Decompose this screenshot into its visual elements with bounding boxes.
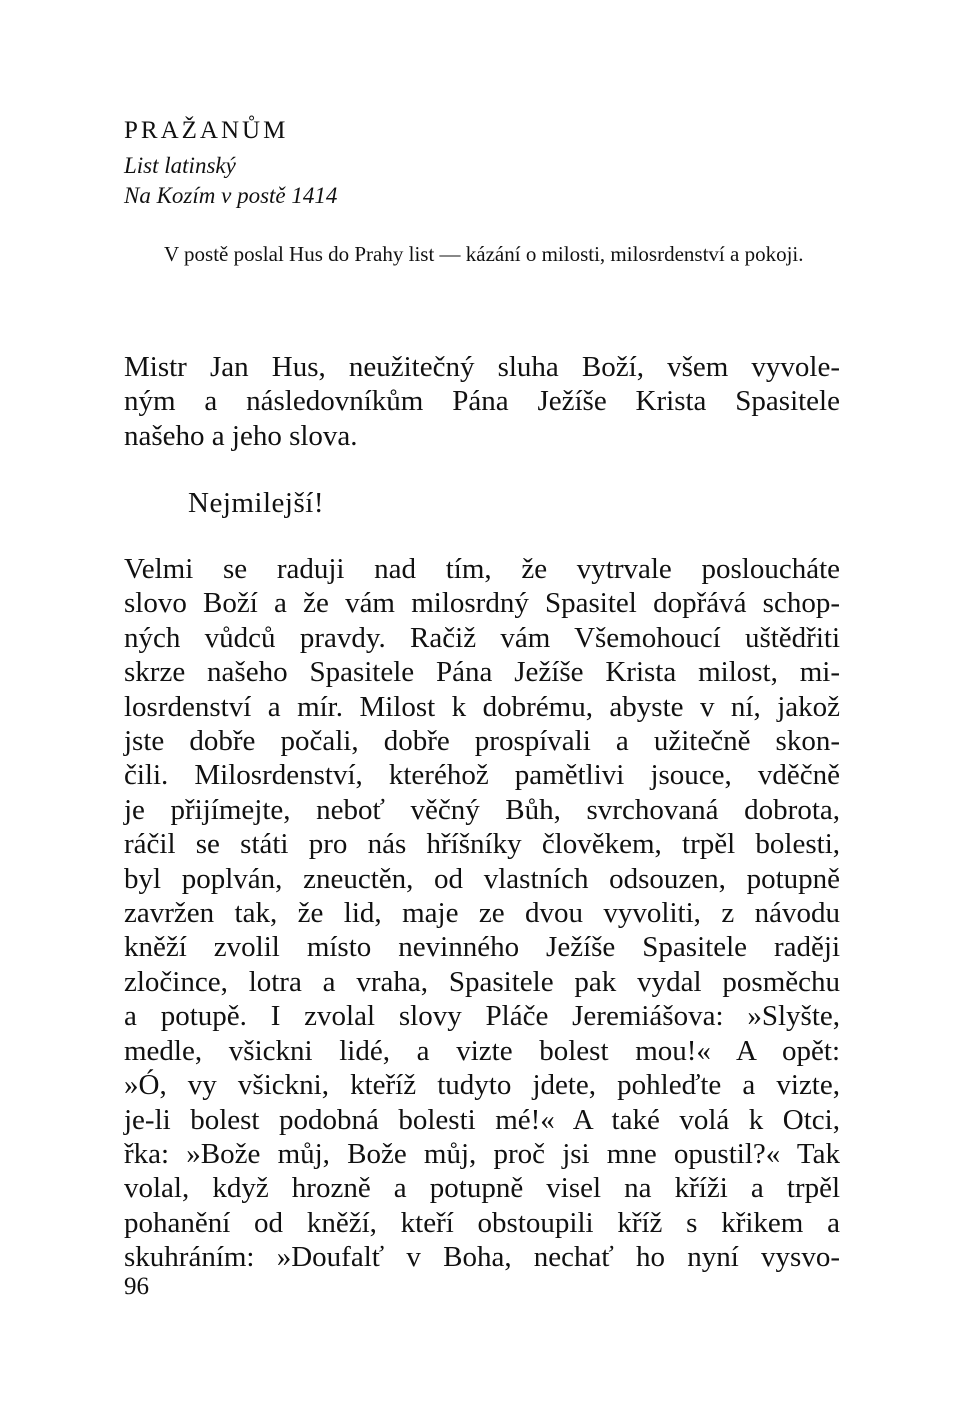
- body-line: jste dobře počali, dobře prospívali a užitečně skon-: [124, 725, 840, 758]
- letter-heading: PRAŽANŮM: [124, 117, 289, 144]
- body-line: skuhráním: »Doufalť v Boha, nechať ho nyní vysvo-: [124, 1241, 840, 1274]
- body-line: pohanění od kněží, kteří obstoupili kříž s křikem a: [124, 1206, 840, 1239]
- salutation-line: ným a následovníkům Pána Ježíše Krista Spasitele: [124, 385, 840, 418]
- salutation-paragraph: [124, 350, 840, 453]
- body-line: je-li bolest podobná bolesti mé!« A také volá k Otci,: [124, 1103, 840, 1136]
- body-line: ráčil se státi pro nás hříšníky člověkem, trpěl bolesti,: [124, 828, 840, 861]
- body-line: losrdenství a mír. Milost k dobrému, abyste v ní, jakož: [124, 690, 840, 723]
- greeting: Nejmilejší!: [188, 487, 324, 519]
- body-line: skrze našeho Spasitele Pána Ježíše Krista milost, mi-: [124, 656, 840, 689]
- letter-subtitle-place-date: Na Kozím v postě 1414: [124, 183, 338, 208]
- body-line: volal, když hrozně a potupně visel na kříži a trpěl: [124, 1172, 840, 1205]
- body-line: »Ó, vy všickni, kteříž tudyto jdete, pohleďte a vizte,: [124, 1069, 840, 1102]
- body-line: kněží zvolil místo nevinného Ježíše Spasitele raději: [124, 931, 840, 964]
- letter-subtitle-language: List latinský: [124, 153, 236, 178]
- body-paragraph: [124, 552, 840, 1275]
- body-line: medle, všickni lidé, a vizte bolest mou!« A opět:: [124, 1034, 840, 1067]
- body-line: slovo Boží a že vám milosrdný Spasitel dopřává schop-: [124, 587, 840, 620]
- body-line: zavržen tak, že lid, maje ze dvou vyvoliti, z návodu: [124, 897, 840, 930]
- body-line: je přijímejte, neboť věčný Bůh, svrchovaná dobrota,: [124, 793, 840, 826]
- body-line: čili. Milosrdenství, kteréhož pamětlivi jsouce, vděčně: [124, 759, 840, 792]
- editorial-summary: V postě poslal Hus do Prahy list — kázání o milosti, milosrdenství a pokoji.: [164, 242, 804, 266]
- salutation-line: našeho a jeho slova.: [124, 419, 358, 452]
- page-number: 96: [124, 1273, 149, 1300]
- body-line: ných vůdců pravdy. Račiž vám Všemohoucí uštědřiti: [124, 621, 840, 654]
- salutation-line: Mistr Jan Hus, neužitečný sluha Boží, všem vyvole-: [124, 351, 840, 383]
- body-line: a potupě. I zvolal slovy Pláče Jeremiášova: »Slyšte,: [124, 1000, 840, 1033]
- body-line: Velmi se raduji nad tím, že vytrvale posloucháte: [124, 553, 840, 585]
- body-line: zločince, lotra a vraha, Spasitele pak vydal posměchu: [124, 965, 840, 998]
- body-line: řka: »Bože můj, Bože můj, proč jsi mne opustil?« Tak: [124, 1137, 840, 1170]
- body-line: byl poplván, zneuctěn, od vlastních odsouzen, potupně: [124, 862, 840, 895]
